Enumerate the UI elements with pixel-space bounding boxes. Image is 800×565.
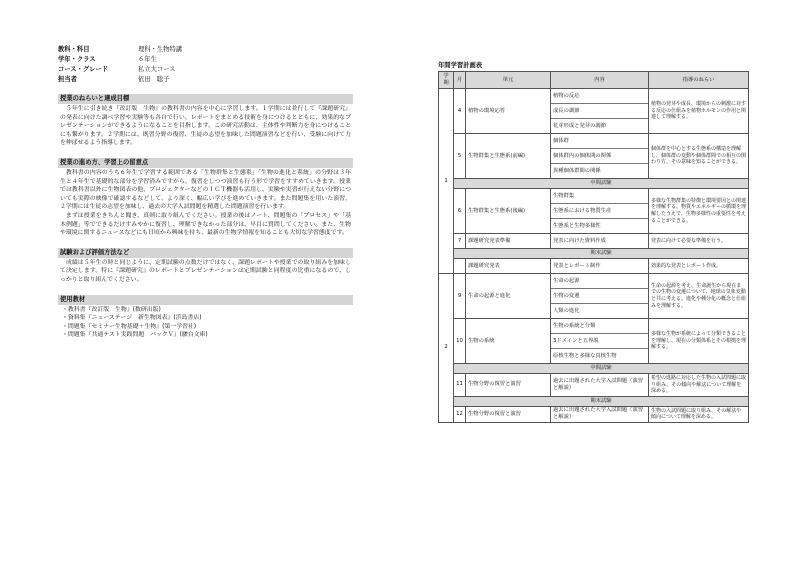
content-cell [551,319,649,364]
syllabus-text-column [58,46,353,341]
content-item: 生物の変遷 [551,289,648,304]
month-cell: 9 [454,274,466,319]
plan-row [439,189,749,234]
meta-value: ６年生 [138,56,157,63]
meta-value: 依田 聡子 [138,76,170,83]
content-item: 発表とレポート制作 [553,262,601,269]
exam-row [439,179,749,189]
aim-cell: 個体群を中心とする生態系の構造を理解し、個体群の変動や個体群間での相互の関わり方、その意味を知ることができる。 [649,134,749,179]
header-content: 内容 [551,72,649,89]
aim-cell: 発表に向けて必要な準備を行う。 [649,234,749,249]
material-item: ・資料集『ニューステージ 新生物図表』(浜島書店) [62,315,202,322]
plan-header-row [439,72,749,89]
paragraph: まずは授業をきちんと聞き、真剣に取り組んでください。授業の後はノート、問題集の「プロセス」や「基本例題」等でできるだけすみやかに復習し、理解できなかった部分は、早目に質問してください。また、生物や環境に関するニュースなどにも日頃から興味を持ち、最新の生物学情報を知ることも大切な学習態度です。 [60,212,351,237]
month-cell: 5 [454,134,466,179]
content-item: 3ドメインと五界説 [551,334,648,349]
month-cell: 11 [454,374,466,397]
exam-label: 中間試験 [454,179,749,189]
section-body [58,168,353,238]
content-item: 原核生物と多様な真核生物 [553,352,617,359]
unit-cell: 生命の起源と進化 [466,274,551,319]
exam-label: 期末試験 [454,396,749,406]
plan-row [439,374,749,397]
exam-row [439,364,749,374]
paragraph: 成績は５年生の時と同じように、定期試験の点数だけではなく、課題レポートや授業での取り組みを加味して決定します。特に『課題研究』のレポートとプレゼンテーションは定期試験と同程度の比重になるので、しっかりと取り組んでください。 [60,259,351,283]
aim-cell: 効果的な発表とレポート作成。 [649,259,749,274]
meta-value: 理科・生物特講 [138,46,183,53]
section-materials [58,295,353,341]
content-item: 過去に出題された大学入試問題（演習と解説） [553,377,644,391]
header-aim: 指導のねらい [649,72,749,89]
annual-plan [438,60,748,423]
unit-cell: 課題研究発表 [466,259,551,274]
content-cell [551,406,649,422]
exam-row [439,249,749,259]
plan-row [439,259,749,274]
section-body [58,104,353,148]
content-cell [551,189,649,234]
meta-label: コース・グレード [58,66,109,73]
content-item: 個体群内の個体間の関係 [551,149,648,164]
content-item: 植物の反応 [551,89,648,104]
section-heading: 授業の進め方、学習上の留意点 [58,158,353,168]
content-item: 生態系における物質生産 [551,204,648,219]
header-term: 学期 [439,72,454,89]
month-cell: 12 [454,406,466,422]
paragraph: ５年生に引き続き『改訂版 生物』の教科書の内容を中心に学習します。１学期には並行して『課題研究』の発表に向けた調べ学習や実験等も各自で行い、レポートをまとめる技術を身につけるとともに、効果的なプレゼンテーションができるようになることを目指します。この研究活動は、主体性や判断力を身につけることにも繋がります。２学期には、既習分野の復習、生徒の志望を加味した問題演習などを行い、受験に向けて力を伸ばせるよう指導します。 [60,106,351,147]
aim-cell: 生命の起源を考え、生命誕生から現在までの生物の変遷について、地球の気象変動と共に考える。進化や種分化の概念と仕組みを理解する。 [649,274,749,319]
content-item: 発表に向けた資料作成 [553,237,606,244]
materials-list [58,305,353,341]
section-evaluation [58,248,353,285]
meta-label: 担当者 [58,76,77,83]
unit-cell: 生物分野の復習と演習 [466,406,551,422]
header-unit: 単元 [466,72,551,89]
meta-label: 学年・クラス [58,56,96,63]
month-cell: 10 [454,319,466,364]
aim-cell: 希望の進路に対応した生物の入試問題に取り組み、その傾向や解法について理解を深める。 [649,374,749,397]
exam-row [439,396,749,406]
paragraph: 教科書の内容のうち６年生で学習する範囲である「生物群集と生態系」「生物の進化と系統」の分野は３年生と４年生で基礎的な部分を学習済みですから、復習をしつつ演習も行う形で学習をすすめていきます。授業では教科書以外に生物図表の他、プロジェクターなどのＩＣＴ機器も活用し、実験や実習が行えない分野についても実際の映像で確認するなどして、より深く、幅広い学びを進めていきます。また問題集を用いた演習、２学期には生徒の志望を加味し、過去の大学入試問題を精選した問題演習を行います。 [60,169,351,211]
content-cell [551,374,649,397]
section-body [58,258,353,285]
content-item: 個体群 [551,134,648,149]
section-heading: 試験および評価方法など [58,248,353,258]
plan-row [439,134,749,179]
plan-row [439,89,749,134]
content-item: 過去に出題された大学入試問題（演習と解説） [553,407,644,421]
exam-label: 期末試験 [454,249,749,259]
content-cell [551,89,649,134]
section-aims [58,94,353,148]
aim-cell: 植物の発芽や成長、環境からの刺激に対する反応の仕組みを植物ホルモンの作用と関連して理解する。 [649,89,749,134]
meta-value: 私立大コース [138,66,176,73]
content-item: 生物群集 [551,189,648,204]
material-item: ・問題集『セミナー生物基礎＋生物』(第一学習社) [62,323,197,330]
term-cell: 2 [439,274,454,423]
month-cell: 7 [454,234,466,249]
aim-cell: 多様な生物が系統によって分類できることを理解し、現在の分類体系とその根拠を理解する。 [649,319,749,364]
aim-cell: 多様な生物群集の特徴と環境要因との関連を理解する。物質やエネルギーの循環を理解したうえで、生物多様性の重要性を考えることができる。 [649,189,749,234]
content-item: 成長の調節 [551,104,648,119]
content-cell [551,259,649,274]
content-item: 人類の進化 [553,307,580,314]
month-cell: 4 [454,89,466,134]
content-item: 異種個体群間の関係 [553,167,601,174]
meta-label: 教科・科目 [58,46,90,53]
unit-cell: 生物群集と生態系(後編) [466,189,551,234]
aim-cell: 生物の入試問題に取り組み、その解法や傾向について理解を深める。 [649,406,749,422]
content-item: 生命の起源 [551,274,648,289]
plan-row [439,319,749,364]
content-item: 生物の系統と分類 [551,319,648,334]
section-heading: 授業のねらいと達成目標 [58,94,353,104]
header-month: 月 [454,72,466,89]
plan-title: 年間学習計画表 [438,62,483,69]
month-cell [454,259,466,274]
unit-cell: 課題研究発表準備 [466,234,551,249]
month-cell: 6 [454,189,466,234]
content-item: 花芽形成と発芽の調節 [553,122,606,129]
unit-cell: 生物群集と生態系(前編) [466,134,551,179]
plan-row [439,274,749,319]
content-item: 生態系と生物多様性 [553,222,601,229]
plan-row [439,234,749,249]
plan-row [439,406,749,422]
unit-cell: 生物分野の復習と演習 [466,374,551,397]
unit-cell: 植物の環境応答 [466,89,551,134]
material-item: ・問題集『共通テスト実践問題 パックＶ』(駿台文庫) [62,332,208,339]
content-cell [551,234,649,249]
content-cell [551,274,649,319]
exam-label: 中間試験 [454,364,749,374]
content-cell [551,134,649,179]
section-method [58,158,353,238]
unit-cell: 生物の系統 [466,319,551,364]
plan-table [438,71,749,423]
material-item: ・教科書『改訂版 生物』(数研出版) [62,306,161,313]
course-meta [58,46,353,84]
section-heading: 使用教材 [58,295,353,305]
term-cell: 1 [439,89,454,274]
